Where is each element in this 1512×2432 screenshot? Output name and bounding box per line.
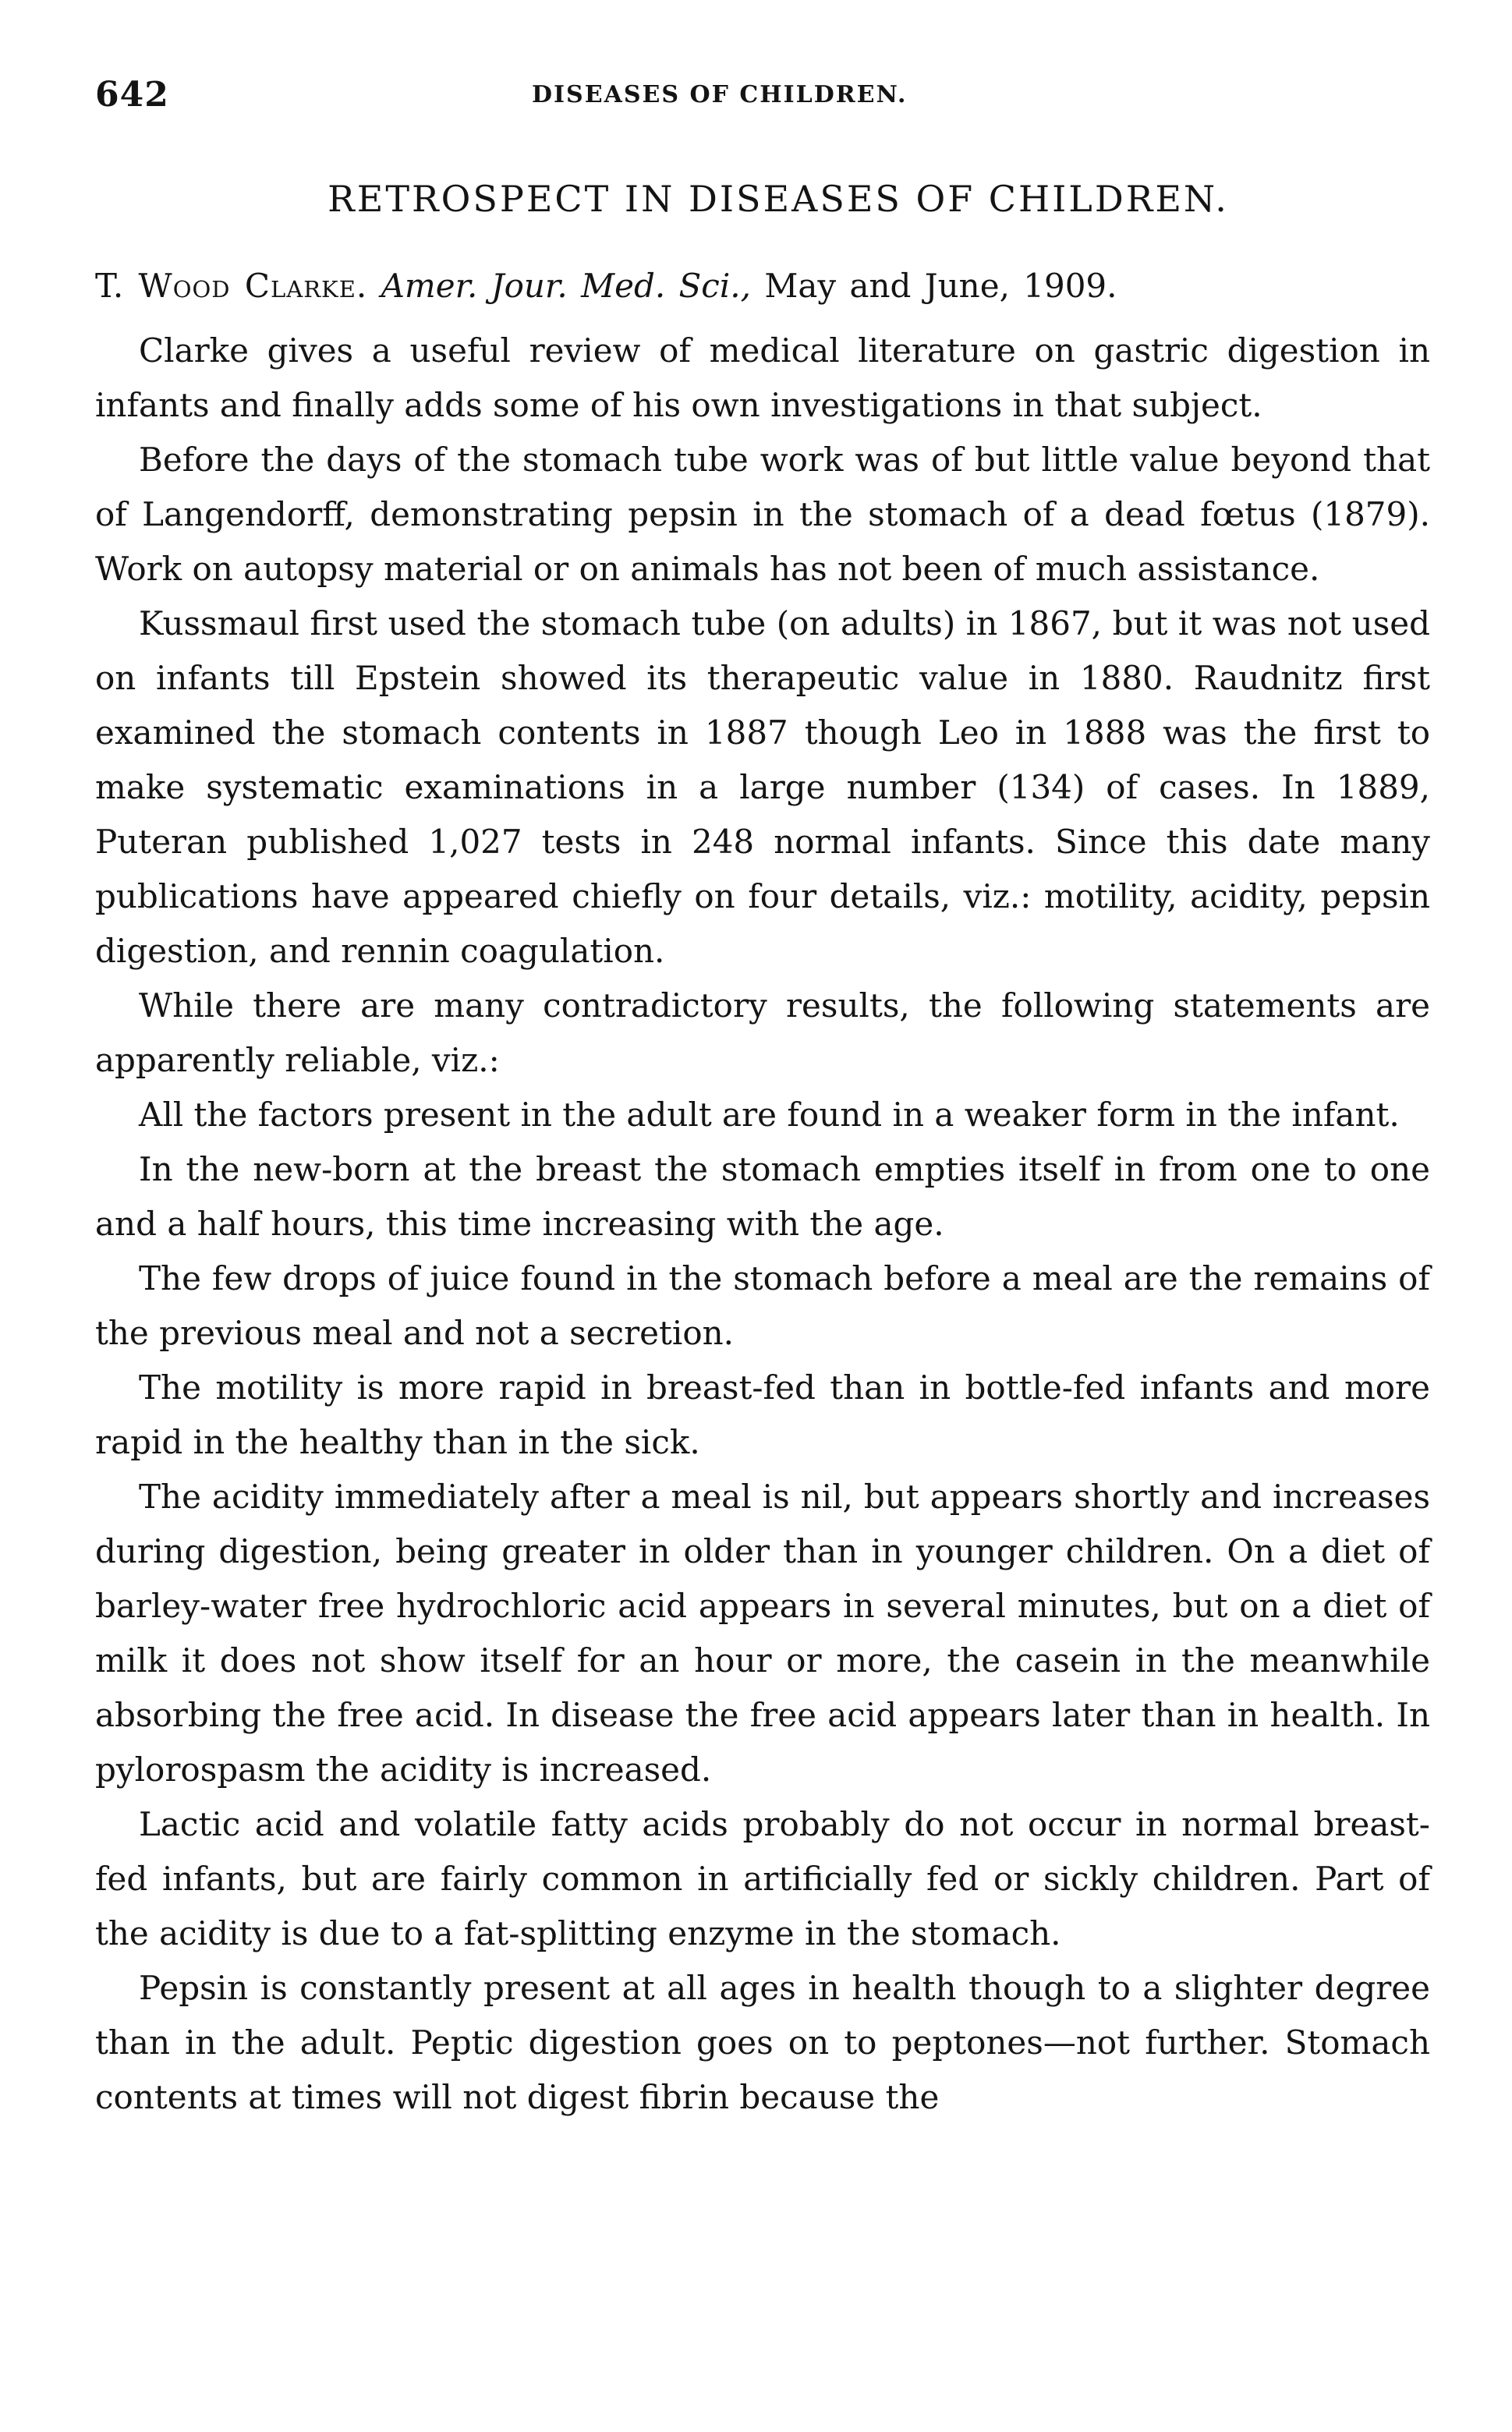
body-text [95, 324, 1430, 2125]
citation [95, 267, 1430, 305]
paragraph: In the new-born at the breast the stomach empties itself in from one to one and a half hours, this time increasing with the age. [95, 1150, 1430, 1243]
paragraph: Lactic acid and volatile fatty acids probably do not occur in normal breast-fed infants, but are fairly common in artificially fed or sickly children. Part of the acidity is due to a fat-splitting enzyme in the stomach. [95, 1805, 1430, 1952]
paragraph: Before the days of the stomach tube work was of but little value beyond that of Langendorff, demonstrating pepsin in the stomach of a dead fœtus (1879). Work on autopsy material or on animals has not been of much assistance. [95, 441, 1430, 588]
document-page [95, 75, 1430, 2125]
page-number: 642 [95, 75, 169, 115]
section-title: RETROSPECT IN DISEASES OF CHILDREN. [328, 178, 1229, 220]
paragraph: While there are many contradictory results, the following statements are apparently reliable, viz.: [95, 986, 1430, 1079]
running-head [95, 75, 1430, 129]
paragraph: The few drops of juice found in the stomach before a meal are the remains of the previous meal and not a secretion. [95, 1259, 1430, 1352]
citation-journal: Amer. Jour. Med. Sci., [381, 267, 751, 305]
paragraph: The motility is more rapid in breast-fed than in bottle-fed infants and more rapid in the healthy than in the sick. [95, 1368, 1430, 1461]
paragraph: Clarke gives a useful review of medical literature on gastric digestion in infants and finally adds some of his own investigations in that subject. [95, 331, 1430, 424]
citation-author: T. Wood Clarke. [95, 267, 368, 305]
citation-date: May and June, 1909. [764, 267, 1117, 305]
paragraph: Pepsin is constantly present at all ages in health though to a slighter degree than in the adult. Peptic digestion goes on to peptones—not further. Stomach contents at times will not digest fibrin because the [95, 1969, 1430, 2116]
paragraph: The acidity immediately after a meal is nil, but appears shortly and increases during digestion, being greater in older than in younger children. On a diet of barley-water free hydrochloric acid appears in several minutes, but on a diet of milk it does not show itself for an hour or more, the casein in the meanwhile absorbing the free acid. In disease the free acid appears later than in health. In pylorospasm the acidity is increased. [95, 1478, 1430, 1789]
paragraph: Kussmaul first used the stomach tube (on adults) in 1867, but it was not used on infants till Epstein showed its therapeutic value in 1880. Raudnitz first examined the stomach contents in 1887 though Leo in 1888 was the first to make systematic examinations in a large number (134) of cases. In 1889, Puteran published 1,027 tests in 248 normal infants. Since this date many publications have appeared chiefly on four details, viz.: motility, acidity, pepsin digestion, and rennin coagulation. [95, 604, 1430, 970]
paragraph: All the factors present in the adult are found in a weaker form in the infant. [139, 1096, 1400, 1134]
running-title: DISEASES OF CHILDREN. [532, 81, 908, 108]
